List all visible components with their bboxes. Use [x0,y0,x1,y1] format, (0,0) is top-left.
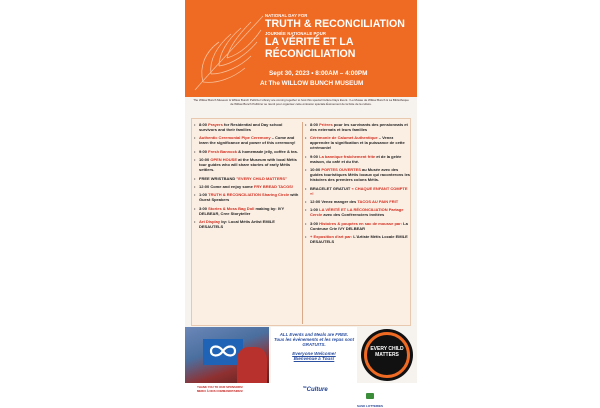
schedule-text-segment: 10:00 [310,167,322,173]
english-schedule-item [194,184,300,189]
bullet-icon: • [305,122,307,127]
thanks-fr: MERCI À NOS COMMANDITAIRES! [196,388,244,393]
schedule-text-segment: Authentic Ceremonial Pipe Ceremony [199,135,271,141]
schedule-english [194,122,300,233]
bullet-icon: • [194,219,196,225]
schedule-item-text [310,199,411,204]
schedule-text-segment: Cérémonie de Calumet Authentique [310,135,378,141]
french-schedule-item [305,135,411,150]
schedule-text-segment: Art Display [199,219,221,225]
schedule-item-text [310,135,411,150]
schedule-item-text [199,192,300,202]
schedule-text-segment: Prayers [208,122,223,127]
schedule-text-segment: TACOS AU PAIN FRIT [357,198,399,204]
schedule-text-segment: BRACELET GRATUIT [310,185,352,191]
feather-illustration [189,12,267,94]
schedule-text-segment: 9:00 [199,148,209,154]
schedule-text-segment: 1:00 [310,207,320,213]
schedule-text-segment: TRUTH & RECONCILIATION Sharing Circle [208,192,290,198]
bullet-icon: • [194,192,196,198]
bullet-icon: • [194,135,196,141]
bullet-icon: • [194,148,196,154]
title-truth-reconciliation: TRUTH & RECONCILIATION [265,18,405,30]
schedule-item-text [199,122,300,132]
french-schedule-item [305,221,411,231]
schedule-text-segment: OPEN HOUSE [210,157,238,163]
schedule-text-segment: La Conteuse Crie IVY DELBEAR [310,220,408,231]
person-in-red [237,347,267,383]
bullet-icon: • [305,207,307,213]
schedule-text-segment: 10:00 [199,157,211,163]
bullet-icon: • [194,183,196,189]
metis-flag-photo [185,327,269,383]
english-schedule-item [194,135,300,145]
schedule-item-text [310,167,411,182]
schedule-text-segment: L'Artiste Métis Locale EMILE DESAUTELS [310,234,408,245]
bullet-icon: • [305,185,307,191]
schedule-text-segment: 8:00 [310,122,320,127]
bullet-icon: • [305,135,307,141]
bullet-icon: • [194,205,196,211]
schedule-item-text [199,184,300,189]
schedule-text-segment: with Guest Speakers [199,192,299,203]
schedule-item-text [310,221,411,231]
schedule-item-text [199,219,300,229]
french-schedule-item [305,207,411,217]
schedule-item-text [310,122,411,132]
bullet-icon: • [305,220,307,226]
schedule-text-segment: Stories & Moss Bag Doll [208,205,255,211]
french-schedule-item [305,122,411,132]
sask-lotteries-icon [366,393,374,399]
schedule-text-segment: + Exposition d'art par: [310,234,353,240]
every-child-matters-logo [361,329,413,381]
event-poster [185,0,417,408]
schedule-text-segment: et de la gelée maison, du café et du thé. [310,153,402,164]
schedule-text-segment: by: Local Métis Artist EMILE DESAUTELS [199,219,275,230]
english-schedule-item [194,176,300,181]
infinity-icon [209,344,237,358]
thanks-en: THANK YOU TO OUR SPONSORS! [197,385,243,389]
schedule-text-segment: 3:00 [310,220,320,226]
schedule-text-segment: 1:00 [199,192,209,198]
schedule-text-segment: 12:00 Venez manger des [310,198,358,204]
schedule-box [191,118,411,326]
culture-prefix: Sk [303,385,307,389]
schedule-text-segment: 8:00 [199,122,209,127]
english-schedule-item [194,206,300,216]
schedule-text-segment: au Musée avec des guides touristiques Métis locaux qui raconterons les histoires des premiers colons Métis. [310,167,411,183]
schedule-text-segment: pour les survivants des pensionnats et des externats et leurs familles [310,122,408,132]
french-schedule-item [305,154,411,164]
schedule-text-segment: – Venez apprendre la signification et la puissance de cette cérémonie! [310,135,405,151]
english-schedule-item [194,219,300,229]
english-schedule-item [194,157,300,172]
culture-word: Culture [306,387,328,393]
schedule-text-segment: making by: IVY DELBEAR, Cree Storyteller [199,205,285,216]
schedule-text-segment: La bannique fraîchement frite [319,153,376,159]
schedule-item-text [310,186,411,196]
sask-lotteries-text: SASK LOTTERIES [356,404,383,408]
schedule-french [305,122,411,248]
schedule-text-segment: at the Museum with local Métis tour guides who will share stories of early Métis settlers. [199,157,297,173]
schedule-item-text [199,176,300,181]
schedule-text-segment: LA VÉRITÉ ET LA RÉCONCILIATION Partage Cercle [310,207,404,218]
schedule-text-segment: FREE WRISTBAND [199,175,237,181]
french-schedule-item [305,186,411,196]
schedule-item-text [310,234,411,244]
bullet-icon: • [194,122,196,127]
schedule-text-segment: « CHAQUE ENFANT COMPTE »! [310,185,408,196]
schedule-text-segment: Prières [319,122,333,127]
footer-section [185,327,417,383]
english-schedule-item [194,122,300,132]
free-events-notice [271,327,357,383]
schedule-text-segment: Fresh Bannock [208,148,238,154]
journee-nationale-label: JOURNÉE NATIONALE POUR [265,31,326,36]
english-schedule-item [194,192,300,202]
bullet-icon: • [194,157,196,163]
event-date: Sept 30, 2023 • 8:00AM – 4:00PM [269,70,368,77]
french-schedule-item [305,234,411,244]
title-banner [185,0,417,97]
schedule-text-segment: – Come and learn the significance and power of this ceremony! [199,135,296,146]
bullet-icon: • [305,153,307,159]
schedule-text-segment: "EVERY CHILD MATTERS" [236,175,287,181]
national-day-label: NATIONAL DAY FOR [265,13,308,18]
schedule-text-segment: PORTES OUVERTES [321,167,361,173]
schedule-item-text [199,206,300,216]
schedule-item-text [199,157,300,172]
welcome-fr: Bienvenue à Tous! [293,356,335,362]
free-text-fr: Tous les événements et les repas sont GRATUITS. [273,337,355,348]
sponsors-bar [185,383,417,408]
schedule-text-segment: 3:00 [199,205,209,211]
sk-culture-logo [303,385,328,393]
title-verite-line1: LA VÉRITÉ ET LA [265,36,354,48]
bullet-icon: • [194,175,196,181]
english-schedule-item [194,149,300,154]
schedule-text-segment: 12:00 Come and enjoy some [199,183,254,189]
sask-lotteries-logo [353,386,387,408]
title-verite-line2: RÉCONCILIATION [265,48,356,60]
bullet-icon: • [305,234,307,240]
schedule-item-text [310,154,411,164]
column-divider [302,122,303,324]
intro-text: The Willow Bunch Museum & Willow Bunch Pellizzer Library are coming together to host this special Culture Days Event. / Le Musée de Willow Bunch & La Bibliothèque de Willow Bunch Pellizzer se réunit pour organiser cette émission spéciale Événement de la Fête de la culture. [193,98,409,106]
schedule-text-segment: 9:00 [310,153,320,159]
logo-text: EVERY CHILD MATTERS [370,346,404,358]
schedule-text-segment: avec des Conférenciers invitées [322,212,385,218]
bullet-icon: • [305,167,307,173]
french-schedule-item [305,199,411,204]
schedule-text-segment: FRY BREAD TACOS! [253,183,294,189]
schedule-item-text [199,135,300,145]
french-schedule-item [305,167,411,182]
schedule-text-segment: for Residential and Day school survivors and their families [199,122,283,132]
event-venue: At The WILLOW BUNCH MUSEUM [260,80,364,87]
schedule-text-segment: Histoires & poupées en sac de mousse par: [319,220,403,226]
schedule-item-text [310,207,411,217]
welcome-en: Everyone Welcome! [292,350,336,356]
bullet-icon: • [305,198,307,204]
sponsor-thanks [189,386,251,394]
schedule-text-segment: & homemade jelly, coffee & tea. [237,148,298,154]
free-text-en: ALL Events and Meals are FREE. [279,332,349,337]
schedule-item-text [199,149,300,154]
